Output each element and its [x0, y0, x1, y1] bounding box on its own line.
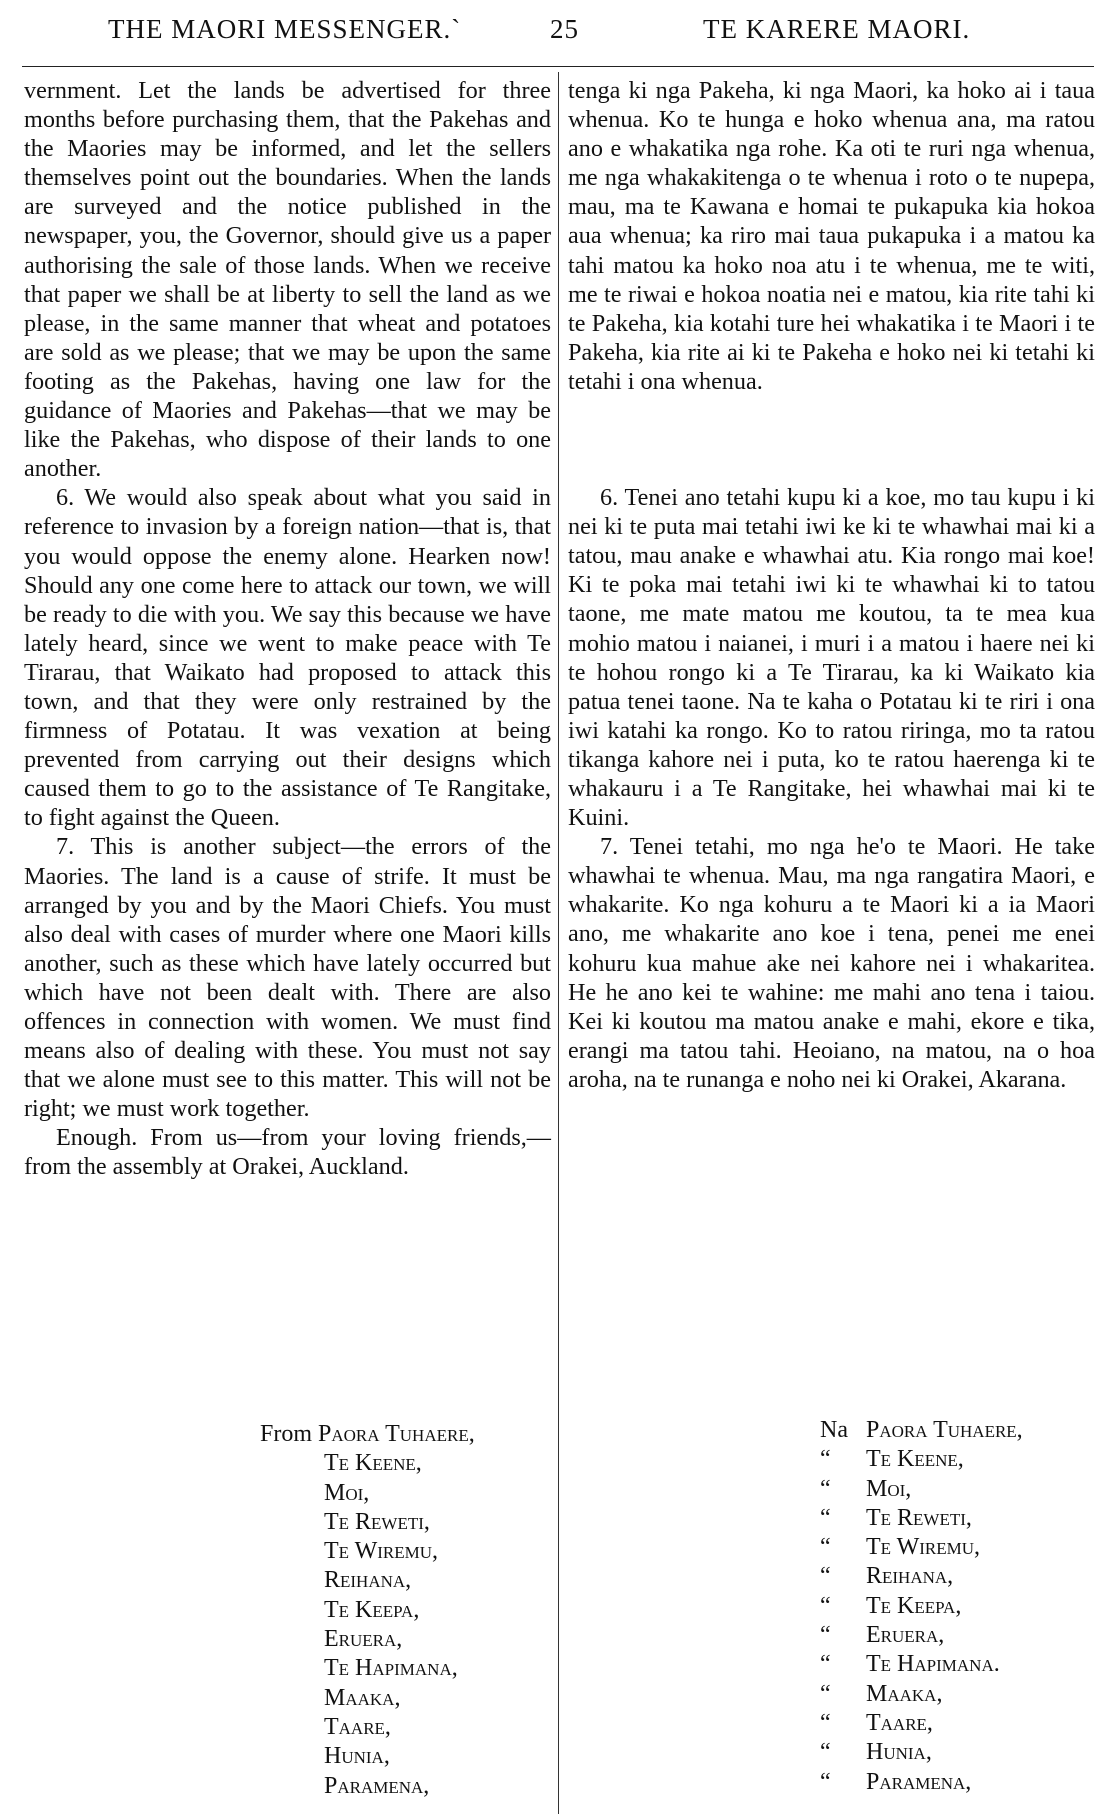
signatory-name: Paora Tuhaere, [318, 1421, 475, 1447]
ditto-mark: “ [820, 1709, 831, 1736]
signatory-line [260, 1420, 475, 1449]
signatory-line [820, 1650, 1023, 1679]
signatory-name: Te Reweti, [324, 1508, 430, 1535]
english-paragraph-6: 6. We would also speak about what you said in reference to invasion by a foreign nation—that is, that you would oppose the enemy alone. Hearken now! Should any one come here to attack our town, we will be ready to die with you. We say this because we have lately heard, since we went to make peace with Te Tirarau, that Waikato had proposed to attack this town, and that they were only restrained by the firmness of Potatau. It was vexation at being prevented from carrying out their designs which caused them to go to the assistance of Te Rangitake, to fight against the Queen. [24, 484, 551, 832]
english-column [24, 76, 551, 1182]
signatory-name: Te Keene, [324, 1450, 422, 1477]
signatory-name: Hunia, [866, 1739, 932, 1766]
english-paragraph-7: 7. This is another subject—the errors of the Maories. The land is a cause of strife. It must be arranged by you and by the Maori Chiefs. You must also deal with cases of murder where one Maori kills another, such as these which have lately occurred but which have not been dealt with. There are also offences in connection with women. We must find means also of dealing with these. You must not say that we alone must see to this matter. This will not be right; we must work together. [24, 833, 551, 1123]
ditto-mark: “ [820, 1680, 831, 1707]
signatory-name: Taare, [324, 1713, 391, 1740]
signatory-name: Hunia, [324, 1743, 390, 1770]
signatory-name: Paramena, [324, 1772, 430, 1799]
header-rule [22, 66, 1094, 67]
page-number: 25 [550, 14, 579, 44]
signatory-line [820, 1533, 1023, 1562]
maori-paragraph-continuation: tenga ki nga Pakeha, ki nga Maori, ka hoko ai i taua whenua. Ko te hunga e hoko whenua ana, ma ratou ano e whakatika nga rohe. Ka oti te ruri nga whenua, me nga whakakitenga o te whenua i roto o te nupepa, mau, ma te Kawana e homai te pukapuka kia hokoa aua whenua; ka riro mai taua pukapuka i a matou ka tahi matou ka hoko noa atu i te whenua, me te witi, me te riwai e hokoa noatia nei e matou, kia rite tahi ki te Pakeha, kia kotahi ture hei whakatika i te Maori i te Pakeha, kia rite ai ki te Pakeha e hoko nei ki tetahi ki tetahi i ona whenua. [568, 77, 1095, 395]
signatory-name: Maaka, [324, 1684, 401, 1711]
from-label: From [260, 1421, 313, 1447]
signatory-name: Moi, [324, 1479, 370, 1506]
signatory-name: Reihana, [324, 1567, 412, 1594]
signatory-line [820, 1709, 1023, 1738]
ditto-mark: “ [820, 1446, 831, 1473]
signatory-name: Te Wiremu, [866, 1534, 981, 1561]
signatory-name: Te Reweti, [866, 1504, 972, 1531]
english-masthead-title: THE MAORI MESSENGER.` [108, 14, 462, 44]
ditto-mark: “ [820, 1592, 831, 1619]
column-gap [568, 396, 1095, 483]
ditto-mark: “ [820, 1534, 831, 1561]
signatory-name: Te Keepa, [324, 1596, 420, 1623]
signatory-name: Moi, [866, 1475, 912, 1502]
signatory-line [820, 1621, 1023, 1650]
english-signatories [260, 1420, 475, 1801]
signatory-line [820, 1504, 1023, 1533]
signatory-name: Te Keene, [866, 1446, 964, 1473]
ditto-mark: “ [820, 1768, 831, 1795]
signatory-name: Paramena, [866, 1768, 972, 1795]
signatory-name: Taare, [866, 1709, 933, 1736]
ditto-mark: “ [820, 1739, 831, 1766]
english-paragraph-continuation: vernment. Let the lands be advertised for three months before purchasing them, that the Pakehas and the Maories may be informed, and let the sellers themselves point out the boundaries. When the lands are surveyed and the notice published in the newspaper, you, the Governor, should give us a paper authorising the sale of those lands. When we receive that paper we shall be at liberty to sell the land as we please, in the same manner that wheat and potatoes are sold as we please; that we may be upon the same footing as the Pakehas, having one law for the guidance of Maories and Pakehas—that we may be like the Pakehas, who dispose of their lands to one another. [24, 77, 551, 483]
signatory-line [820, 1445, 1023, 1474]
signatory-name: Eruera, [866, 1622, 945, 1649]
ditto-mark: “ [820, 1563, 831, 1590]
signatory-line [820, 1416, 1023, 1445]
signatory-name: Reihana, [866, 1563, 954, 1590]
ditto-mark: “ [820, 1622, 831, 1649]
signatory-line [820, 1680, 1023, 1709]
signatory-line [820, 1738, 1023, 1767]
signatory-line [820, 1475, 1023, 1504]
signatory-name: Eruera, [324, 1626, 403, 1653]
english-closing: Enough. From us—from your loving friends,—from the assembly at Orakei, Auckland. [24, 1124, 551, 1181]
signatory-name: Maaka, [866, 1680, 943, 1707]
signatory-name: Te Hapimana. [866, 1651, 1000, 1678]
signatory-name: Te Hapimana, [324, 1655, 458, 1682]
signatory-line [820, 1768, 1023, 1797]
ditto-mark: “ [820, 1475, 831, 1502]
ditto-mark: “ [820, 1651, 831, 1678]
maori-masthead-title: TE KARERE MAORI. [703, 14, 971, 44]
column-divider [558, 72, 559, 1814]
ditto-mark: “ [820, 1504, 831, 1531]
from-label: Na [820, 1417, 848, 1443]
page-header [0, 0, 1114, 72]
maori-column [568, 76, 1095, 1094]
signatory-line [820, 1592, 1023, 1621]
signatory-line [820, 1562, 1023, 1591]
maori-paragraph-6: 6. Tenei ano tetahi kupu ki a koe, mo tau kupu i ki nei ki te puta mai tetahi iwi ke ki te whawhai mai ki a tatou, mau anake e whawhai atu. Kia rongo mai koe! Ki te poka mai tetahi iwi ki te whawhai ki to tatou taone, me mate matou me koutou, ta te mea kua mohio matou i naianei, i muri i a matou i haere nei ki te hohou rongo ki a Te Tirarau, ka ki Waikato kia patua tenei taone. Na te kaha o Potatau ki te riri i ona iwi katahi ka rongo. Ko to ratou riringa, mo ta ratou tikanga kahore nei i puta, ko te ratou haerenga ki te whakauru i a Te Rangitake, hei whawhai mai ki te Kuini. [568, 484, 1095, 832]
signatory-name: Te Keepa, [866, 1592, 962, 1619]
signatory-name: Paora Tuhaere, [866, 1417, 1023, 1443]
maori-signatories [820, 1416, 1023, 1797]
maori-paragraph-7: 7. Tenei tetahi, mo nga he'o te Maori. He take whawhai te whenua. Mau, ma nga rangatira Maori, e whakarite. Ko nga kohuru a te Maori ki a ia Maori ano, me whakarite ano koe i tena, penei me enei kohuru kua mahue ake nei kahore nei i whakaritea. He he ano kei te wahine: me mahi ano tena i taiou. Kei ki koutou ma matou anake e mahi, ekore e tika, erangi ma tatou tahi. Heoiano, na matou, na o hoa aroha, na te runanga e noho nei ki Orakei, Akarana. [568, 833, 1095, 1093]
signatory-name: Te Wiremu, [324, 1538, 439, 1565]
